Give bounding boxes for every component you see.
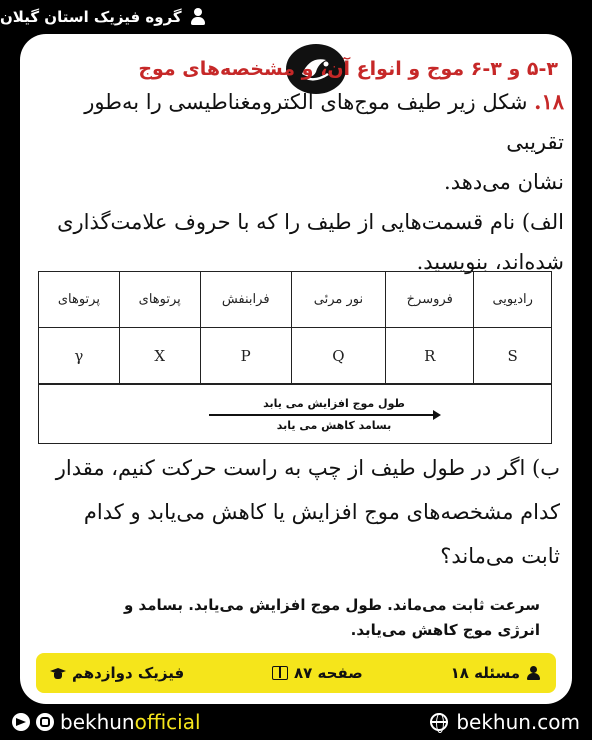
- table-cell: رادیویی: [474, 272, 552, 328]
- wave-trend-box: [38, 384, 552, 444]
- part-b-line-2: کدام مشخصه‌های موج افزایش یا کاهش می‌یابد و کدام: [83, 500, 560, 524]
- table-cell: X: [119, 328, 200, 384]
- part-b-question: [40, 446, 560, 578]
- answer-text: [40, 593, 540, 643]
- table-cell: نور مرئی: [291, 272, 385, 328]
- table-cell: فرابنفش: [200, 272, 291, 328]
- arrow-right-icon: [209, 414, 439, 416]
- footer-page: [272, 664, 363, 682]
- instagram-icon[interactable]: [36, 713, 54, 731]
- part-b-line-1: ب) اگر در طول طیف از چپ به راست حرکت کنیم، مقدار: [55, 456, 560, 480]
- person-icon: [526, 666, 542, 680]
- spectrum-letters-row: [39, 328, 552, 384]
- wavelength-arrow-label: طول موج افزایش می یابد: [263, 397, 405, 410]
- globe-icon: [430, 713, 448, 731]
- table-cell: S: [474, 328, 552, 384]
- table-cell: Q: [291, 328, 385, 384]
- spectrum-names-row: [39, 272, 552, 328]
- footer-page-label: صفحه ۸۷: [294, 664, 363, 682]
- bottom-bar: [0, 704, 592, 740]
- frequency-arrow-label: بسامد کاهش می یابد: [276, 419, 392, 432]
- part-b-line-3: ثابت می‌ماند؟: [440, 544, 560, 568]
- website-link[interactable]: [430, 710, 580, 734]
- question-line-4: شده‌اند، بنویسید.: [416, 250, 564, 274]
- website-text: bekhun.com: [456, 710, 580, 734]
- social-handle[interactable]: [12, 710, 201, 734]
- footer-bar: [36, 653, 556, 693]
- footer-problem: [451, 664, 542, 682]
- table-cell: R: [386, 328, 474, 384]
- question-text-1: شکل زیر طیف موج‌های الکترومغناطیسی را به‌طور تقریبی: [84, 90, 564, 154]
- footer-subject: [50, 664, 184, 682]
- question-line-3: الف) نام قسمت‌هایی از طیف را که با حروف علامت‌گذاری: [57, 210, 564, 234]
- table-cell: P: [200, 328, 291, 384]
- book-icon: [272, 666, 288, 680]
- answer-line-1: سرعت ثابت می‌ماند. طول موج افزایش می‌یابد. بسامد و: [124, 596, 540, 614]
- footer-subject-label: فیزیک دوازدهم: [72, 664, 185, 682]
- social-handle-text: bekhunofficial: [60, 710, 201, 734]
- question-number: ۱۸.: [534, 89, 564, 114]
- table-cell: فروسرخ: [386, 272, 474, 328]
- table-cell: γ: [39, 328, 120, 384]
- spectrum-table: [38, 271, 552, 384]
- group-title: گروه فیزیک استان گیلان: [0, 8, 182, 26]
- question-content: [28, 56, 564, 282]
- graduation-cap-icon: [50, 666, 66, 680]
- question-line-2: نشان می‌دهد.: [444, 170, 564, 194]
- table-cell: پرتوهای: [39, 272, 120, 328]
- top-bar: [0, 0, 592, 34]
- user-icon: [190, 8, 206, 26]
- answer-line-2: انرژی موج کاهش می‌یابد.: [350, 621, 540, 639]
- section-heading: ۵-۳ و ۳-۶ موج و انواع آن، و مشخصه‌های موج: [138, 58, 558, 80]
- question-line-1: [28, 82, 564, 162]
- table-cell: پرتوهای: [119, 272, 200, 328]
- telegram-icon[interactable]: [12, 713, 30, 731]
- footer-problem-label: مسئله ۱۸: [450, 664, 520, 682]
